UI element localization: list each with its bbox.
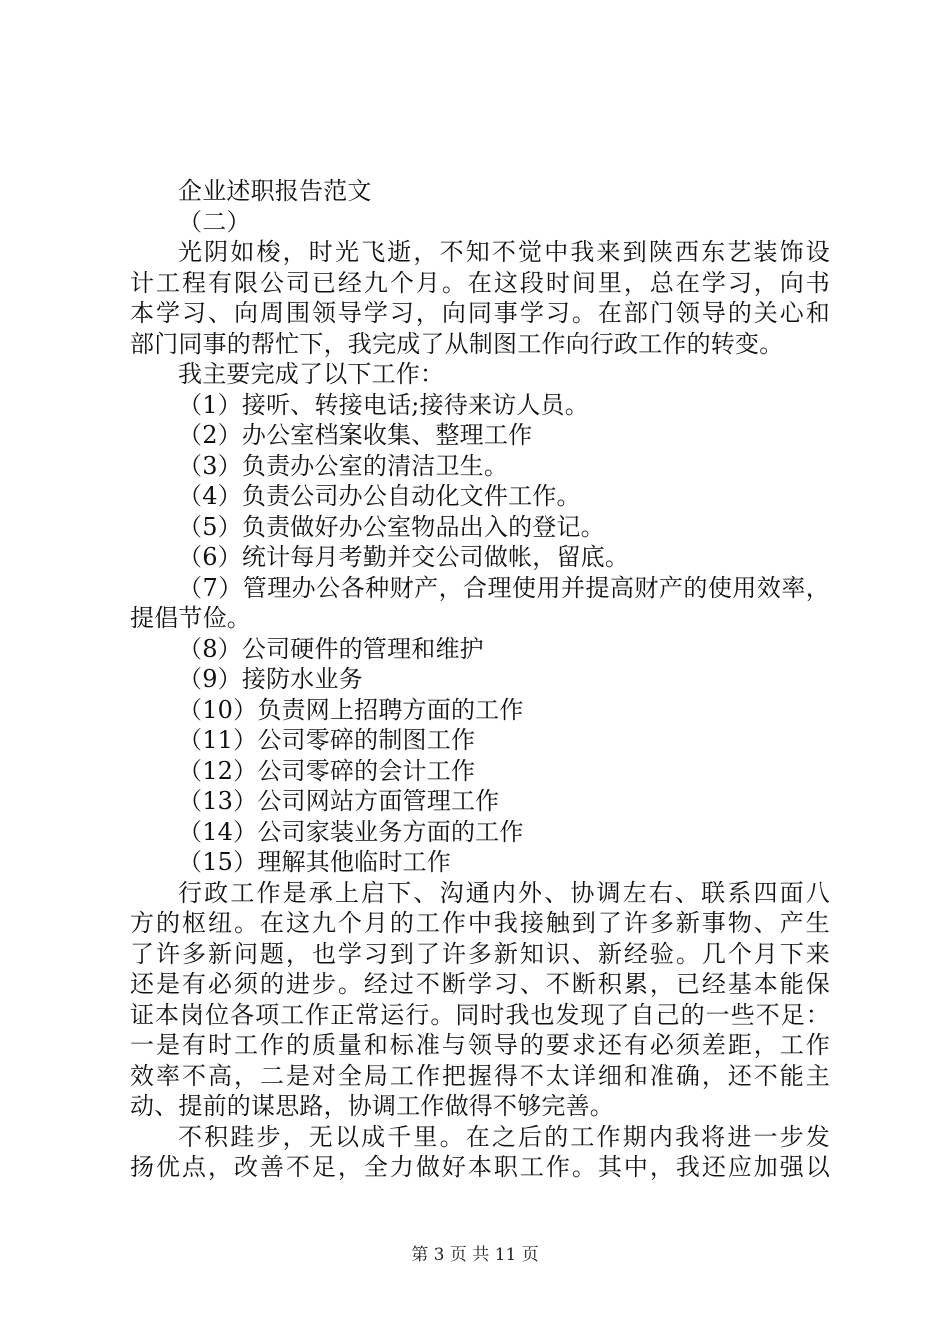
text-line: 我主要完成了以下工作： [178,360,445,388]
text-line: （12）公司零碎的会计工作 [178,756,476,785]
text-line: （15）理解其他临时工作 [178,848,451,876]
text-line: 证本岗位各项工作正常运行。同时我也发现了自己的一些不足： [130,1000,830,1029]
text-line: 提倡节俭。 [130,604,251,632]
text-line: （3）负责办公室的清洁卫生。 [178,451,509,480]
text-line: 本学习、向周围领导学习，向同事学习。在部门领导的关心和 [130,299,830,327]
text-line: 还是有必须的进步。经过不断学习、不断积累，已经基本能保 [130,970,830,998]
text-line: 一是有时工作的质量和标准与领导的要求还有必须差距，工作 [130,1031,830,1059]
text-line: 方的枢纽。在这九个月的工作中我接触到了许多新事物、产生 [130,909,830,937]
page-footer: 第 3 页 共 11 页 [411,1245,539,1265]
document-body [130,176,830,1183]
text-line: （9）接防水业务 [178,665,363,693]
text-line: 计工程有限公司已经九个月。在这段时间里，总在学习，向书 [130,268,830,297]
text-line: （4）负责公司办公自动化文件工作。 [178,482,581,510]
text-line: （10）负责网上招聘方面的工作 [178,695,524,724]
text-line: 行政工作是承上启下、沟通内外、协调左右、联系四面八 [178,878,830,907]
text-line: （11）公司零碎的制图工作 [178,726,476,754]
text-line: 了许多新问题，也学习到了许多新知识、新经验。几个月下来 [130,939,830,968]
text-line: （6）统计每月考勤并交公司做帐，留底。 [178,543,630,571]
text-line: 扬优点，改善不足，全力做好本职工作。其中，我还应加强以 [130,1153,830,1181]
text-line: 光阴如梭，时光飞逝，不知不觉中我来到陕西东艺装饰设 [178,238,830,266]
text-line: （二） [178,207,251,236]
text-line: 效率不高，二是对全局工作把握得不太详细和准确，还不能主 [130,1061,830,1090]
text-line: 动、提前的谋思路，协调工作做得不够完善。 [130,1092,614,1120]
text-line: （13）公司网站方面管理工作 [178,787,500,815]
text-line: （2）办公室档案收集、整理工作 [178,421,533,449]
text-line: 不积跬步，无以成千里。在之后的工作期内我将进一步发 [178,1122,830,1151]
text-line: （7）管理办公各种财产，合理使用并提高财产的使用效率， [178,573,830,602]
document-title: 企业述职报告范文 [178,177,372,205]
text-line: （5）负责做好办公室物品出入的登记。 [178,512,605,541]
text-line: （8）公司硬件的管理和维护 [178,634,484,663]
text-line: 部门同事的帮忙下，我完成了从制图工作向行政工作的转变。 [130,329,784,358]
text-line: （14）公司家装业务方面的工作 [178,817,524,846]
text-line: （1）接听、转接电话;接待来访人员。 [178,390,589,419]
